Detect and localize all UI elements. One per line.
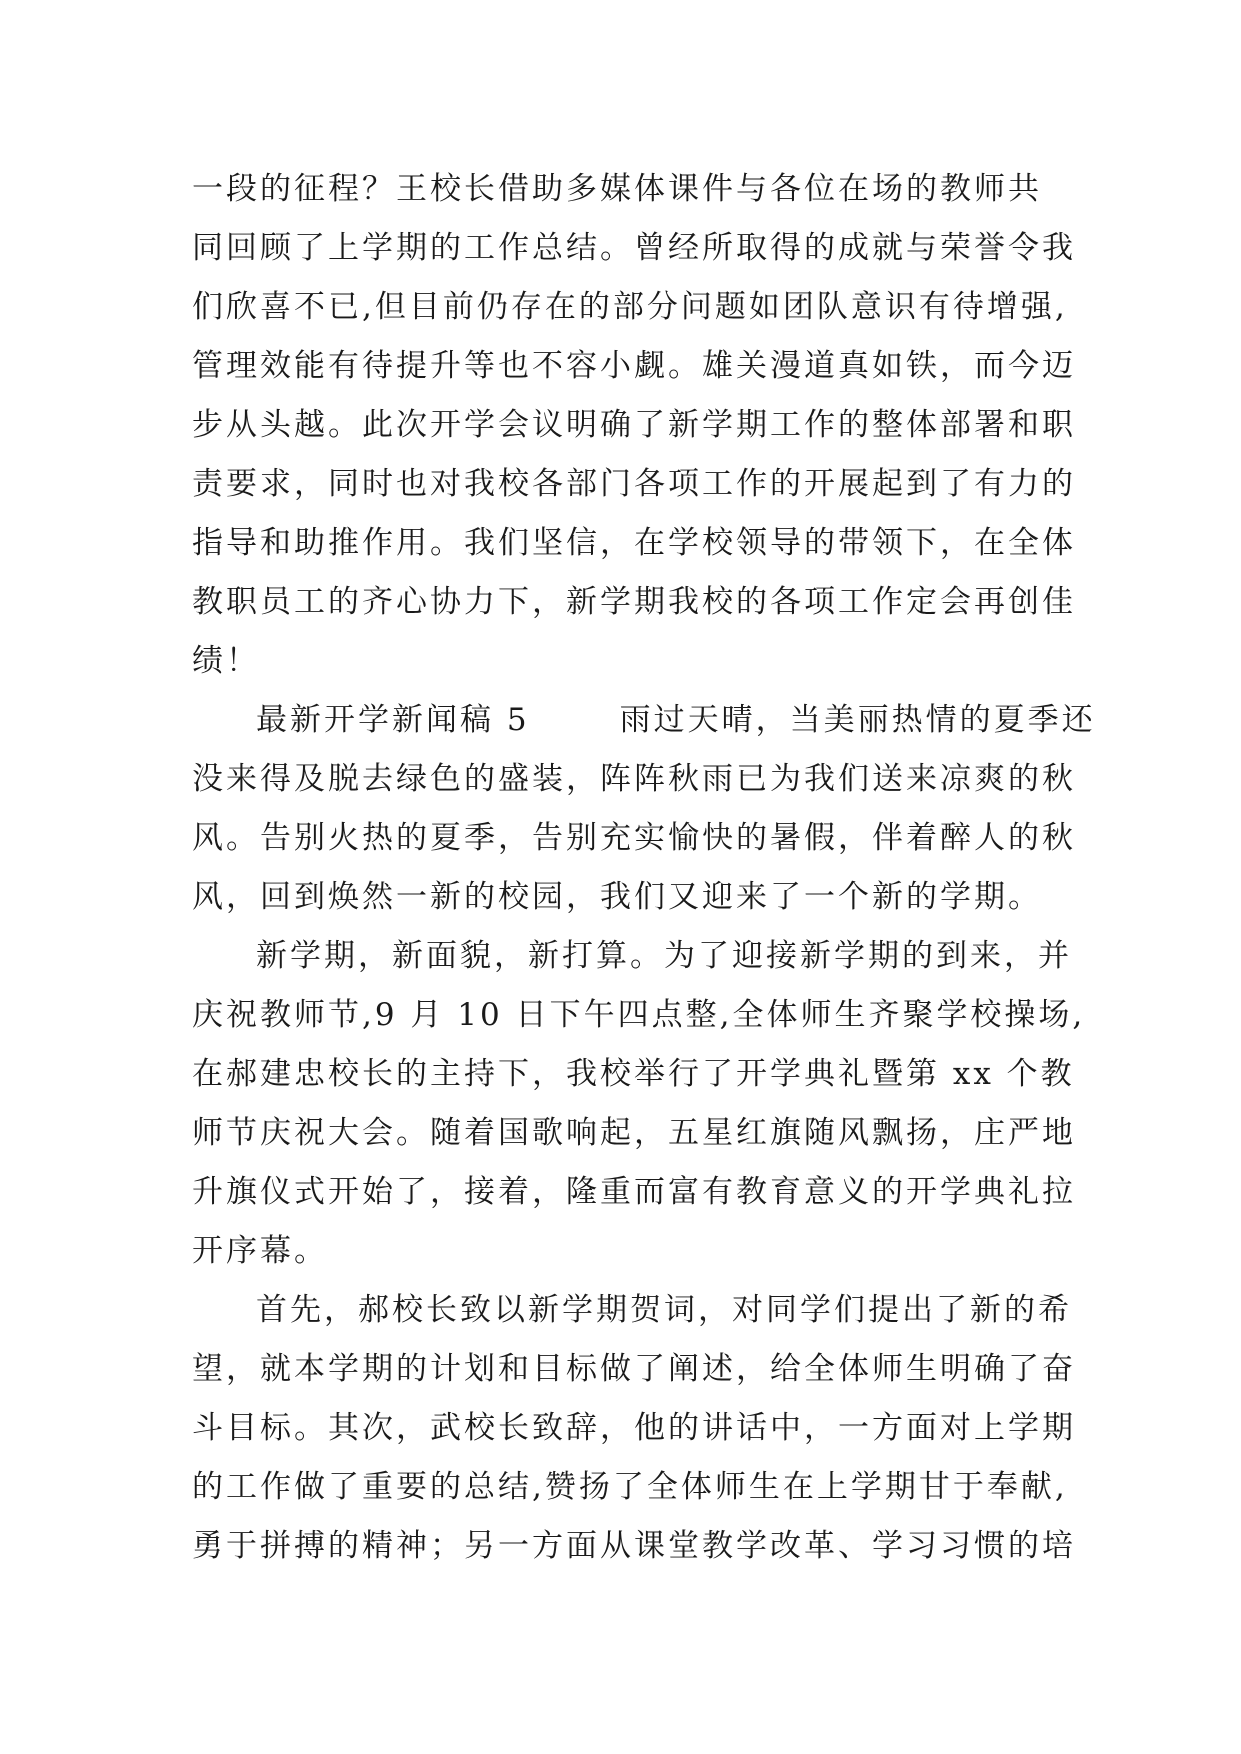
text-line: 新学期，新面貌，新打算。为了迎接新学期的到来，并 xyxy=(256,938,1072,974)
text-line: 望，就本学期的计划和目标做了阐述，给全体师生明确了奋 xyxy=(192,1351,1076,1387)
paragraph xyxy=(192,691,1096,927)
text-line: 绩！ xyxy=(192,643,260,679)
text-line: 同回顾了上学期的工作总结。曾经所取得的成就与荣誉令我 xyxy=(192,230,1076,266)
text-line: 的工作做了重要的总结,赞扬了全体师生在上学期甘于奉献, xyxy=(192,1469,1068,1505)
text-line: 开序幕。 xyxy=(192,1233,328,1269)
text-line: 师节庆祝大会。随着国歌响起，五星红旗随风飘扬，庄严地 xyxy=(192,1115,1076,1151)
document-body xyxy=(192,160,1096,1576)
section-heading: 最新开学新闻稿 5 xyxy=(256,702,530,738)
text-line: 风，回到焕然一新的校园，我们又迎来了一个新的学期。 xyxy=(192,879,1042,915)
text-line: 没来得及脱去绿色的盛装，阵阵秋雨已为我们送来凉爽的秋 xyxy=(192,761,1076,797)
text-line: 指导和助推作用。我们坚信，在学校领导的带领下，在全体 xyxy=(192,525,1076,561)
text-line: 管理效能有待提升等也不容小觑。雄关漫道真如铁，而今迈 xyxy=(192,348,1076,384)
text-line: 庆祝教师节,9 月 10 日下午四点整,全体师生齐聚学校操场, xyxy=(192,997,1086,1033)
text-line: 勇于拼搏的精神；另一方面从课堂教学改革、学习习惯的培 xyxy=(192,1528,1076,1564)
text-line: 步从头越。此次开学会议明确了新学期工作的整体部署和职 xyxy=(192,407,1076,443)
text-run: 雨过天晴，当美丽热情的夏季还 xyxy=(619,702,1096,738)
text-line: 斗目标。其次，武校长致辞，他的讲话中，一方面对上学期 xyxy=(192,1410,1076,1446)
paragraph xyxy=(192,160,1082,691)
text-line: 们欣喜不已,但目前仍存在的部分问题如团队意识有待增强, xyxy=(192,289,1068,325)
paragraph xyxy=(192,927,1086,1281)
text-line: 在郝建忠校长的主持下，我校举行了开学典礼暨第 xx 个教 xyxy=(192,1056,1075,1092)
text-line: 一段的征程？王校长借助多媒体课件与各位在场的教师共 xyxy=(192,171,1042,207)
text-line: 责要求，同时也对我校各部门各项工作的开展起到了有力的 xyxy=(192,466,1076,502)
text-line: 升旗仪式开始了，接着，隆重而富有教育意义的开学典礼拉 xyxy=(192,1174,1076,1210)
text-line: 教职员工的齐心协力下，新学期我校的各项工作定会再创佳 xyxy=(192,584,1076,620)
text-line: 首先，郝校长致以新学期贺词，对同学们提出了新的希 xyxy=(256,1292,1072,1328)
text-line xyxy=(192,691,1096,750)
paragraph xyxy=(192,1281,1082,1576)
text-line: 风。告别火热的夏季，告别充实愉快的暑假，伴着醉人的秋 xyxy=(192,820,1076,856)
